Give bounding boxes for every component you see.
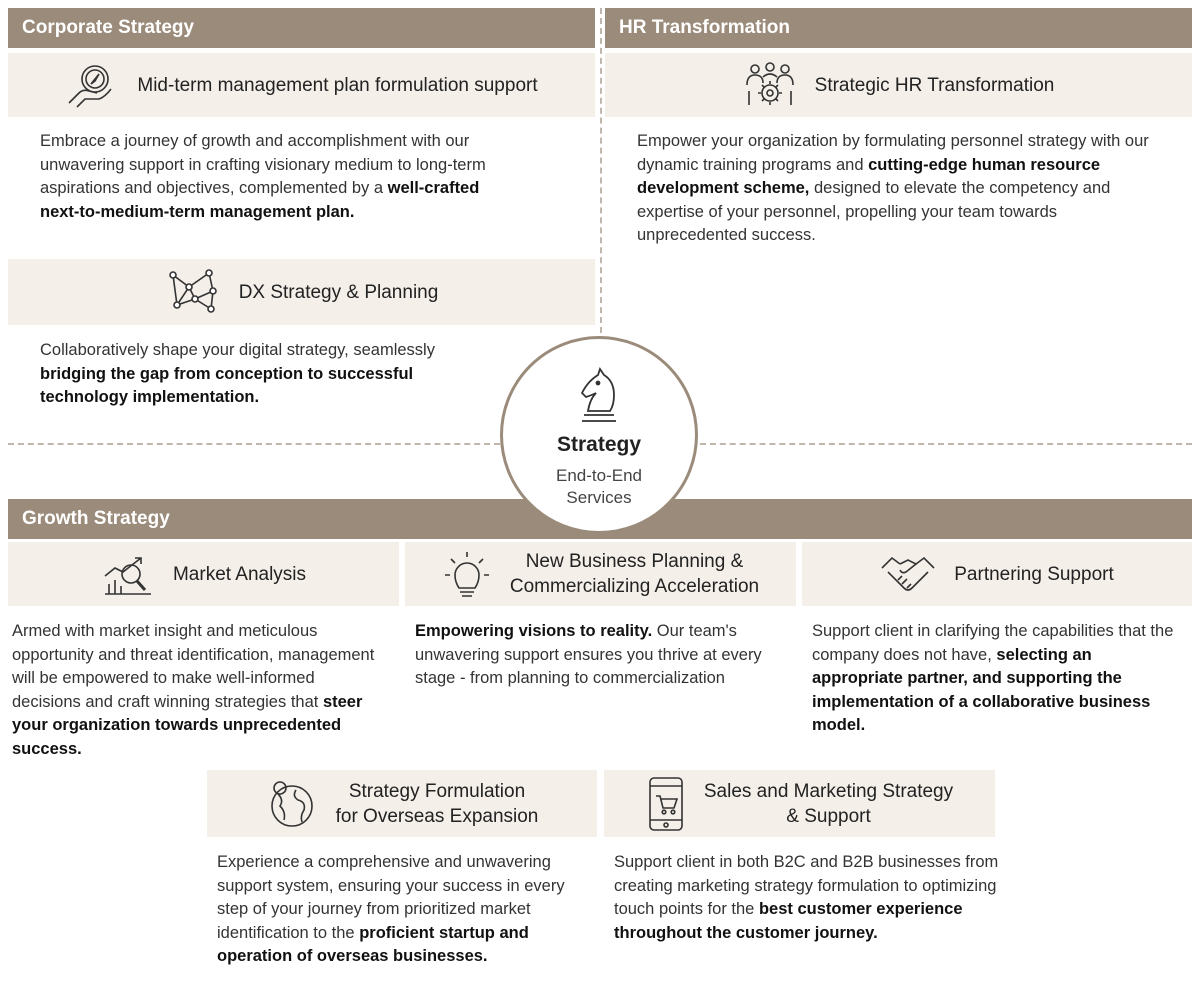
hr-transformation-header: HR Transformation (605, 8, 1192, 48)
market-analysis-card (8, 542, 399, 606)
overseas-expansion-title: Strategy Formulation for Overseas Expansion (335, 780, 539, 827)
midterm-plan-title: Mid-term management plan formulation support (137, 74, 538, 96)
sales-marketing-description: Support client in both B2C and B2B businesses from creating marketing strategy formulation to optimizing touch points for the best customer experience throughout the customer journey. (614, 853, 999, 942)
corporate-strategy-header: Corporate Strategy (8, 8, 595, 48)
overseas-expansion-card (207, 770, 597, 837)
center-title: Strategy (556, 433, 642, 456)
magnifier-chart-icon (101, 550, 155, 598)
center-subtitle: End-to-End Services (556, 466, 642, 507)
growth-strategy-header: Growth Strategy (8, 499, 1192, 539)
new-business-card (405, 542, 796, 606)
team-gear-icon (743, 61, 797, 109)
market-analysis-description: Armed with market insight and meticulous opportunity and threat identification, management will be empowered to make well-informed decisions and craft winning strategies that steer your organization towards unprecedented success. (12, 622, 375, 758)
horizontal-divider-right (700, 443, 1192, 445)
sales-marketing-card (604, 770, 995, 837)
horizontal-divider-left (8, 443, 500, 445)
partnering-support-card (802, 542, 1192, 606)
new-business-title: New Business Planning & Commercializing Acceleration (509, 551, 760, 597)
network-nodes-icon (165, 265, 221, 319)
new-business-description: Empowering visions to reality. Our team's unwavering support ensures you thrive at every stage - from planning to commercialization (415, 622, 762, 687)
vertical-divider (600, 8, 602, 333)
dx-strategy-card (8, 259, 595, 325)
dx-strategy-title: DX Strategy & Planning (238, 281, 439, 303)
midterm-plan-description: Embrace a journey of growth and accomplishment with our unwavering support in crafting visionary medium to long-term aspirations and objectives, complemented by a well-crafted next-to-medium-term management plan. (40, 132, 486, 221)
midterm-plan-card (8, 53, 595, 117)
strategic-hr-description: Empower your organization by formulating personnel strategy with our dynamic training programs and cutting-edge human resource development scheme, designed to elevate the competency and expertise of your personnel, propelling your team towards unprecedented success. (637, 132, 1149, 244)
partnering-support-title: Partnering Support (954, 563, 1114, 585)
strategic-hr-title: Strategic HR Transformation (814, 74, 1055, 96)
lightbulb-icon (442, 548, 492, 600)
chess-knight-icon (574, 367, 624, 427)
overseas-expansion-description: Experience a comprehensive and unwavering support system, ensuring your success in every step of your journey from prioritized market identification to the proficient startup and operation of overseas businesses. (217, 853, 565, 965)
compass-hand-icon (65, 59, 119, 111)
partnering-support-description: Support client in clarifying the capabilities that the company does not have, selecting an appropriate partner, and supporting the implementation of a collaborative business model. (812, 622, 1174, 734)
dx-strategy-description: Collaboratively shape your digital strategy, seamlessly bridging the gap from conception to successful technology implementation. (40, 341, 435, 406)
mobile-cart-icon (646, 776, 686, 832)
strategy-center-circle (500, 336, 698, 534)
market-analysis-title: Market Analysis (172, 563, 307, 585)
sales-marketing-title: Sales and Marketing Strategy & Support (703, 780, 954, 827)
handshake-icon (880, 550, 936, 598)
strategic-hr-card (605, 53, 1192, 117)
globe-icon (266, 778, 318, 830)
